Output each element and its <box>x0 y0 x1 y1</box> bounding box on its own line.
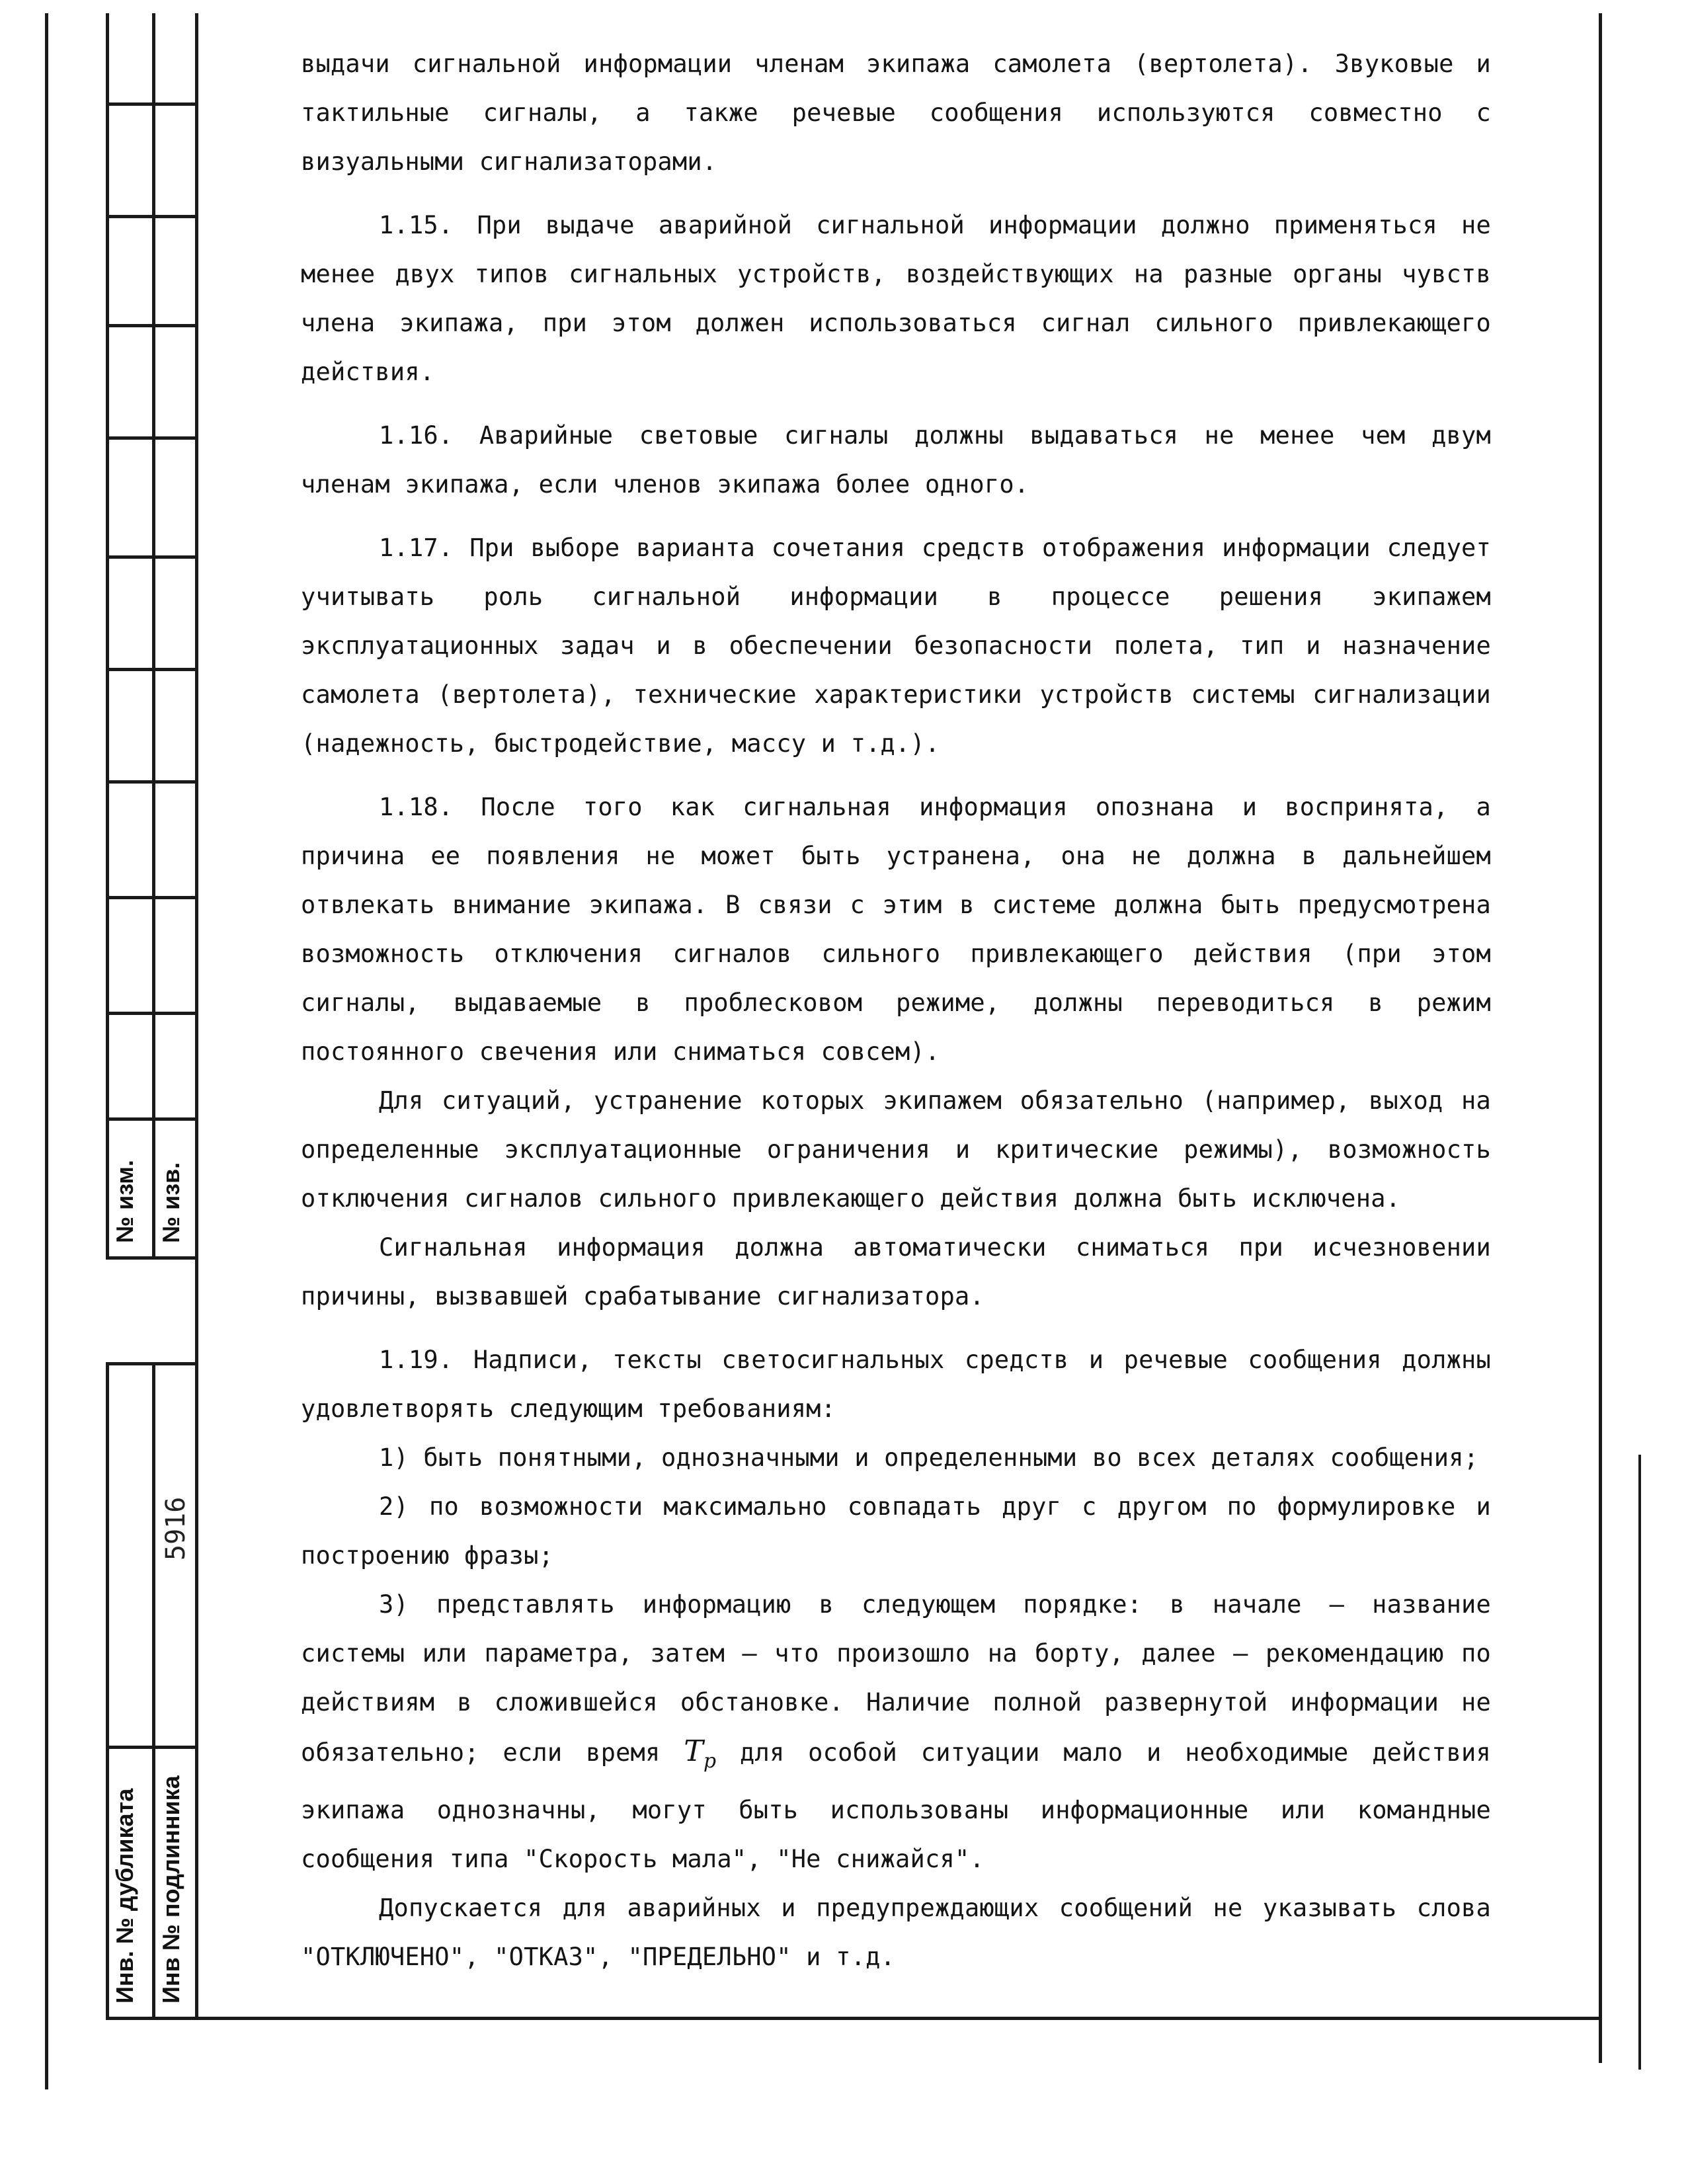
table-row-line <box>106 215 198 218</box>
paragraph-1-19: 1.19. Надписи, тексты светосигнальных средств и речевые сообщения должны удовлетворять следующим требованиям: <box>301 1346 1491 1423</box>
table-row-line <box>106 1012 198 1015</box>
document-body <box>301 40 1491 1982</box>
table-row-line <box>106 1117 198 1121</box>
podlinnik-number: 5916 <box>161 1496 191 1560</box>
paragraph-allowed-omission: Допускается для аварийных и предупреждающих сообщений не указывать слова "ОТКЛЮЧЕНО", "ОТКАЗ", "ПРЕДЕЛЬНО" и т.д. <box>301 1893 1491 1971</box>
list-item-3-end: для особой ситуации мало и необходимые действия экипажа однозначны, могут быть использованы информационные или командные сообщения типа "Скорость мала", "Не снижайся". <box>301 1738 1492 1873</box>
list-item-1: 1) быть понятными, однозначными и определенными во всех деталях сообщения; <box>379 1443 1479 1472</box>
table-row-line <box>106 668 198 671</box>
paragraph-1-18: 1.18. После того как сигнальная информация опознана и воспринята, а причина ее появления не может быть устранена, она не должна в дальнейшем отвлекать внимание экипажа. В связи с этим в системе должна быть предусмотрена возможность отключения сигналов сильного привлекающего действия (при этом сигналы, выдаваемые в проблесковом режиме, должны переводиться в режим постоянного свечения или сниматься совсем). <box>301 793 1491 1066</box>
paragraph-situations: Для ситуаций, устранение которых экипажем обязательно (например, выход на определенные эксплуатационные ограничения и критические режимы), возможность отключения сигналов сильного привлекающего действия должна быть исключена. <box>301 1086 1491 1213</box>
paragraph-continued: выдачи сигнальной информации членам экипажа самолета (вертолета). Звуковые и тактильные сигналы, а также речевые сообщения используются совместно с визуальными сигнализаторами. <box>301 50 1491 176</box>
list-item-2: 2) по возможности максимально совпадать друг с другом по формулировке и построению фразы; <box>301 1492 1491 1570</box>
list-item-3-start: 3) представлять информацию в следующем порядке: в начале – название системы или параметра, затем – что произошло на борту, далее – рекомендацию по действиям в сложившейся обстановке. Наличие полной развернутой информации не обязательно; если время <box>301 1590 1491 1767</box>
table-row-line <box>106 1256 198 1260</box>
table-middle-border-lower <box>152 1362 155 2017</box>
dublikat-label: Инв. № дубликата <box>111 1788 138 2003</box>
right-frame-line <box>1599 13 1602 2063</box>
table-row-line <box>106 102 198 106</box>
izm-label: № изм. <box>111 1160 138 1243</box>
podlinnik-label: Инв № подлинника <box>157 1775 184 2003</box>
bottom-frame-line <box>106 2017 1602 2020</box>
paragraph-1-16: 1.16. Аварийные световые сигналы должны выдаваться не менее чем двум членам экипажа, если членов экипажа более одного. <box>301 421 1491 499</box>
far-right-margin-line <box>1638 1455 1641 2070</box>
paragraph-1-15: 1.15. При выдаче аварийной сигнальной информации должно применяться не менее двух типов сигнальных устройств, воздействующих на разные органы чувств члена экипажа, при этом должен использоваться сигнал сильного привлекающего действия. <box>301 211 1491 386</box>
table-middle-border <box>152 13 155 1256</box>
table-row-line <box>106 896 198 899</box>
table-row-line <box>106 1746 198 1749</box>
list-item-3 <box>301 1580 1491 1884</box>
table-row-line <box>106 436 198 440</box>
paragraph-1-17: 1.17. При выборе варианта сочетания средств отображения информации следует учитывать роль сигнальной информации в процессе решения экипажем эксплуатационных задач и в обеспечении безопасности полета, тип и назначение самолета (вертолета), технические характеристики устройств системы сигнализации (надежность, быстродействие, массу и т.д.). <box>301 534 1491 758</box>
table-row-line <box>106 1362 198 1365</box>
side-stamp-table <box>106 13 198 2017</box>
table-left-border-lower <box>106 1362 109 2017</box>
left-margin-line <box>45 13 48 2089</box>
izv-label: № изв. <box>157 1162 184 1243</box>
table-right-border <box>195 13 198 2017</box>
table-row-line <box>106 780 198 784</box>
paragraph-auto-removal: Сигнальная информация должна автоматически сниматься при исчезновении причины, вызвавшей срабатывание сигнализатора. <box>301 1233 1491 1311</box>
table-row-line <box>106 555 198 559</box>
table-row-line <box>106 324 198 327</box>
table-left-border <box>106 13 109 1256</box>
time-symbol: $T_p$ <box>684 1734 717 1773</box>
